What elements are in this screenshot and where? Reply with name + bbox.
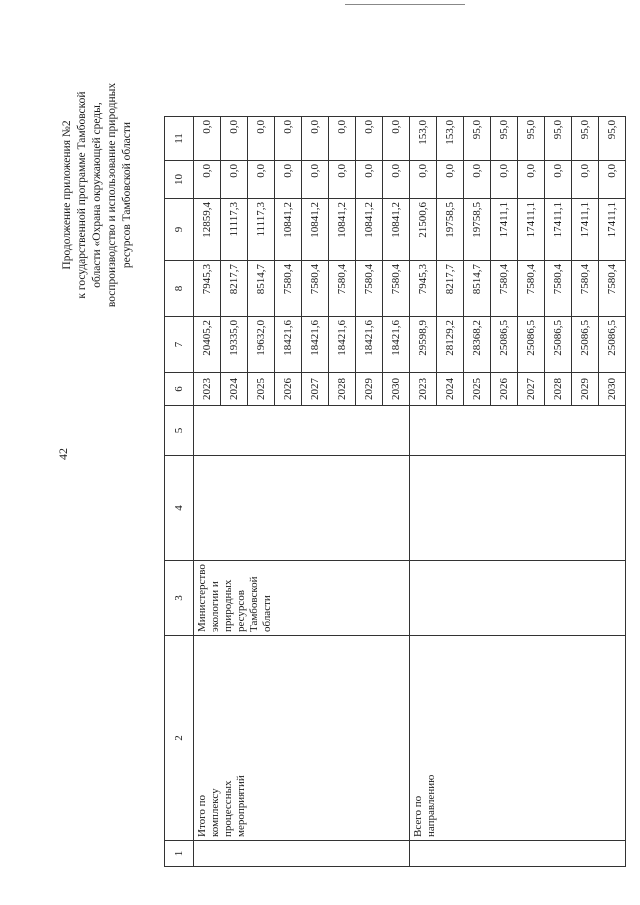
cell-other: 0,0 — [194, 117, 221, 161]
cell-local: 0,0 — [599, 161, 626, 199]
cell-total: 18421,6 — [356, 317, 383, 373]
cell-year: 2029 — [356, 373, 383, 406]
cell-other: 95,0 — [572, 117, 599, 161]
cell-other: 0,0 — [356, 117, 383, 161]
cell-col4 — [410, 456, 626, 561]
header-line: области «Охрана окружающей среды, — [91, 102, 103, 288]
cell-text-line: направлению — [425, 774, 437, 837]
cell-other: 0,0 — [329, 117, 356, 161]
cell-local: 0,0 — [491, 161, 518, 199]
cell-local: 0,0 — [302, 161, 329, 199]
cell-text-line: Итого по — [196, 795, 208, 837]
cell-regional: 10841,2 — [356, 199, 383, 261]
header-line: воспроизводство и использование природных — [106, 82, 118, 308]
cell-federal: 8514,7 — [248, 261, 275, 317]
column-header-3: 3 — [165, 561, 194, 636]
cell-federal: 7580,4 — [329, 261, 356, 317]
cell-total: 28129,2 — [437, 317, 464, 373]
cell-federal: 7580,4 — [302, 261, 329, 317]
cell-year: 2025 — [248, 373, 275, 406]
funding-table — [164, 116, 626, 867]
cell-regional: 11117,3 — [221, 199, 248, 261]
cell-other: 95,0 — [491, 117, 518, 161]
cell-other: 95,0 — [464, 117, 491, 161]
cell-regional: 10841,2 — [329, 199, 356, 261]
header-line: ресурсов Тамбовской области — [121, 121, 133, 269]
cell-federal: 8217,7 — [221, 261, 248, 317]
cell-total: 25086,5 — [599, 317, 626, 373]
cell-regional: 17411,1 — [491, 199, 518, 261]
column-header-10: 10 — [165, 161, 194, 199]
cell-local: 0,0 — [221, 161, 248, 199]
cell-regional: 17411,1 — [545, 199, 572, 261]
cell-total: 25086,5 — [572, 317, 599, 373]
cell-federal: 7580,4 — [545, 261, 572, 317]
cell-responsible — [410, 561, 626, 636]
cell-regional: 10841,2 — [302, 199, 329, 261]
cell-local: 0,0 — [356, 161, 383, 199]
cell-local: 0,0 — [464, 161, 491, 199]
cell-year: 2023 — [194, 373, 221, 406]
appendix-header — [60, 45, 135, 345]
cell-regional: 21500,6 — [410, 199, 437, 261]
column-header-1: 1 — [165, 841, 194, 867]
column-header-2: 2 — [165, 636, 194, 841]
cell-other: 95,0 — [545, 117, 572, 161]
cell-text-line: Министерство — [196, 564, 208, 632]
cell-direction-name — [194, 636, 410, 841]
cell-regional: 19758,5 — [437, 199, 464, 261]
cell-total: 18421,6 — [329, 317, 356, 373]
cell-text-line: области — [261, 595, 273, 632]
column-header-7: 7 — [165, 317, 194, 373]
cell-other: 153,0 — [437, 117, 464, 161]
cell-responsible — [194, 561, 410, 636]
page-number: 42 — [56, 448, 70, 460]
cell-local: 0,0 — [437, 161, 464, 199]
cell-regional: 17411,1 — [518, 199, 545, 261]
cell-direction-name — [410, 636, 626, 841]
cell-local: 0,0 — [410, 161, 437, 199]
cell-federal: 7945,3 — [194, 261, 221, 317]
cell-federal: 7580,4 — [383, 261, 410, 317]
cell-federal: 7580,4 — [275, 261, 302, 317]
cell-federal: 7580,4 — [356, 261, 383, 317]
column-header-5: 5 — [165, 406, 194, 456]
cell-federal: 8217,7 — [437, 261, 464, 317]
cell-col5 — [194, 406, 410, 456]
cell-other: 0,0 — [383, 117, 410, 161]
cell-year: 2023 — [410, 373, 437, 406]
column-header-8: 8 — [165, 261, 194, 317]
cell-local: 0,0 — [275, 161, 302, 199]
cell-regional: 10841,2 — [383, 199, 410, 261]
table-body — [194, 117, 626, 867]
cell-year: 2025 — [464, 373, 491, 406]
cell-federal: 7580,4 — [599, 261, 626, 317]
cell-year: 2026 — [491, 373, 518, 406]
cell-total: 18421,6 — [383, 317, 410, 373]
cell-text-line: экологии и — [209, 581, 221, 632]
cell-federal: 7580,4 — [518, 261, 545, 317]
cell-total: 28368,2 — [464, 317, 491, 373]
cell-other: 0,0 — [302, 117, 329, 161]
cell-federal: 7945,3 — [410, 261, 437, 317]
cell-col4 — [194, 456, 410, 561]
column-header-11: 11 — [165, 117, 194, 161]
cell-col1 — [410, 841, 626, 867]
cell-total: 25086,5 — [518, 317, 545, 373]
cell-total: 29598,9 — [410, 317, 437, 373]
header-line: Продолжение приложения №2 — [61, 120, 73, 270]
table-row — [410, 117, 437, 867]
cell-text-line: процессных — [222, 780, 234, 837]
cell-year: 2026 — [275, 373, 302, 406]
cell-local: 0,0 — [383, 161, 410, 199]
cell-text-line: природных — [222, 579, 234, 632]
cell-local: 0,0 — [572, 161, 599, 199]
cell-total: 20405,2 — [194, 317, 221, 373]
cell-other: 95,0 — [599, 117, 626, 161]
cell-col5 — [410, 406, 626, 456]
cell-total: 18421,6 — [302, 317, 329, 373]
cell-regional: 12859,4 — [194, 199, 221, 261]
cell-year: 2028 — [545, 373, 572, 406]
cell-other: 153,0 — [410, 117, 437, 161]
cell-year: 2030 — [599, 373, 626, 406]
cell-text-line: комплексу — [209, 788, 221, 837]
cell-federal: 7580,4 — [491, 261, 518, 317]
cell-regional: 17411,1 — [599, 199, 626, 261]
cell-regional: 19758,5 — [464, 199, 491, 261]
cell-federal: 8514,7 — [464, 261, 491, 317]
cell-total: 19335,0 — [221, 317, 248, 373]
cell-year: 2024 — [221, 373, 248, 406]
cell-other: 0,0 — [221, 117, 248, 161]
column-number-row — [165, 117, 194, 867]
column-header-9: 9 — [165, 199, 194, 261]
cell-text-line: Тамбовской — [248, 576, 260, 632]
cell-regional: 17411,1 — [572, 199, 599, 261]
cell-text-line: ресурсов — [235, 590, 247, 632]
cell-local: 0,0 — [329, 161, 356, 199]
cell-other: 95,0 — [518, 117, 545, 161]
cell-year: 2024 — [437, 373, 464, 406]
cell-text-line: Всего по — [412, 795, 424, 837]
cell-text-line: мероприятий — [235, 775, 247, 837]
cell-other: 0,0 — [275, 117, 302, 161]
cell-total: 19632,0 — [248, 317, 275, 373]
cell-federal: 7580,4 — [572, 261, 599, 317]
cell-total: 18421,6 — [275, 317, 302, 373]
cell-local: 0,0 — [248, 161, 275, 199]
cell-year: 2029 — [572, 373, 599, 406]
cell-year: 2027 — [518, 373, 545, 406]
cell-year: 2027 — [302, 373, 329, 406]
cell-other: 0,0 — [248, 117, 275, 161]
cell-col1 — [194, 841, 410, 867]
cell-local: 0,0 — [194, 161, 221, 199]
cell-year: 2028 — [329, 373, 356, 406]
cell-local: 0,0 — [545, 161, 572, 199]
column-header-6: 6 — [165, 373, 194, 406]
cell-regional: 11117,3 — [248, 199, 275, 261]
cell-local: 0,0 — [518, 161, 545, 199]
cell-total: 25086,5 — [491, 317, 518, 373]
cell-regional: 10841,2 — [275, 199, 302, 261]
cell-year: 2030 — [383, 373, 410, 406]
column-header-4: 4 — [165, 456, 194, 561]
header-line: к государственной программе Тамбовской — [76, 91, 88, 299]
table-row — [194, 117, 221, 867]
cell-total: 25086,5 — [545, 317, 572, 373]
